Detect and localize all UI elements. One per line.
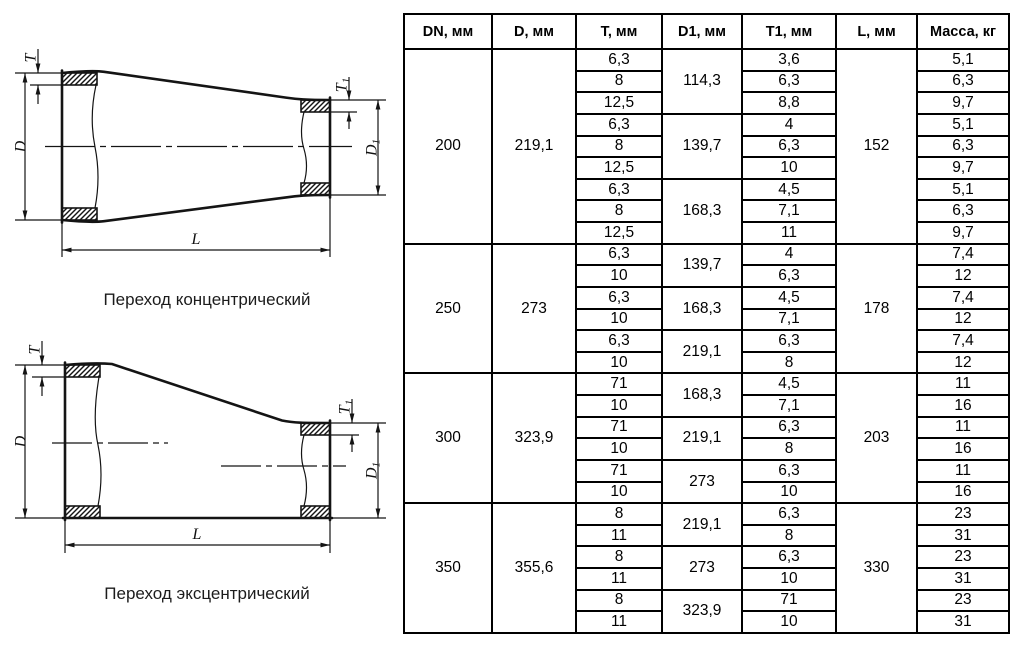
cell-t1: 4 <box>742 244 836 266</box>
cell-mass: 11 <box>917 460 1009 482</box>
cell-t1: 8,8 <box>742 92 836 114</box>
dimension-T1 <box>337 399 356 452</box>
cell-l: 330 <box>836 503 917 633</box>
dim-label-l: L <box>192 526 202 543</box>
cell-t1: 8 <box>742 352 836 374</box>
dimension-L <box>65 526 330 547</box>
wall-hatch <box>65 506 100 518</box>
cell-t: 71 <box>576 460 662 482</box>
cell-mass: 12 <box>917 309 1009 331</box>
cell-t: 6,3 <box>576 244 662 266</box>
dimension-D <box>13 365 30 518</box>
wall-hatch <box>62 73 97 85</box>
cell-t: 8 <box>576 200 662 222</box>
cell-mass: 31 <box>917 525 1009 547</box>
col-header-t1: T1, мм <box>742 14 836 49</box>
table-row <box>404 49 1009 71</box>
table-body <box>404 49 1009 633</box>
cell-t1: 4,5 <box>742 179 836 201</box>
cell-t1: 7,1 <box>742 395 836 417</box>
cell-dn: 200 <box>404 49 492 244</box>
cell-t: 10 <box>576 438 662 460</box>
cell-mass: 12 <box>917 352 1009 374</box>
cell-t: 11 <box>576 611 662 633</box>
cell-mass: 7,4 <box>917 244 1009 266</box>
col-header-dn: DN, мм <box>404 14 492 49</box>
table-row <box>404 503 1009 525</box>
cell-t: 12,5 <box>576 92 662 114</box>
wall-hatch <box>301 100 330 112</box>
cell-t: 6,3 <box>576 49 662 71</box>
cell-mass: 16 <box>917 438 1009 460</box>
cell-t1: 3,6 <box>742 49 836 71</box>
cell-d1: 168,3 <box>662 373 742 416</box>
cell-t: 10 <box>576 482 662 504</box>
cell-t1: 4,5 <box>742 287 836 309</box>
dim-label-t1: T1 <box>336 399 356 415</box>
cell-d1: 139,7 <box>662 244 742 287</box>
cell-d1: 139,7 <box>662 114 742 179</box>
cell-mass: 5,1 <box>917 114 1009 136</box>
cell-mass: 12 <box>917 265 1009 287</box>
dimension-D <box>13 73 30 220</box>
cell-t1: 6,3 <box>742 136 836 158</box>
cell-d: 323,9 <box>492 373 576 503</box>
cell-t1: 6,3 <box>742 503 836 525</box>
wall-hatch <box>301 506 330 518</box>
cell-mass: 11 <box>917 417 1009 439</box>
cell-mass: 31 <box>917 568 1009 590</box>
cell-t1: 7,1 <box>742 200 836 222</box>
cell-t: 71 <box>576 417 662 439</box>
cell-mass: 9,7 <box>917 222 1009 244</box>
col-header-t: T, мм <box>576 14 662 49</box>
table-header-row <box>404 14 1009 49</box>
cell-d: 273 <box>492 244 576 374</box>
col-header-l: L, мм <box>836 14 917 49</box>
table-row <box>404 373 1009 395</box>
cell-l: 178 <box>836 244 917 374</box>
dimension-D1 <box>364 423 383 518</box>
cell-t1: 71 <box>742 590 836 612</box>
cell-d1: 219,1 <box>662 503 742 546</box>
cell-t: 10 <box>576 352 662 374</box>
cell-dn: 300 <box>404 373 492 503</box>
cell-mass: 31 <box>917 611 1009 633</box>
cell-mass: 6,3 <box>917 200 1009 222</box>
cell-mass: 7,4 <box>917 287 1009 309</box>
cell-dn: 350 <box>404 503 492 633</box>
dimension-L <box>62 231 330 252</box>
cell-d1: 114,3 <box>662 49 742 114</box>
cell-t: 6,3 <box>576 114 662 136</box>
cell-t1: 8 <box>742 525 836 547</box>
cell-mass: 6,3 <box>917 136 1009 158</box>
cell-t1: 6,3 <box>742 460 836 482</box>
cell-d1: 219,1 <box>662 417 742 460</box>
col-header-d1: D1, мм <box>662 14 742 49</box>
eccentric-reducer-drawing <box>13 341 386 603</box>
cell-d: 219,1 <box>492 49 576 244</box>
cell-mass: 5,1 <box>917 49 1009 71</box>
cell-t: 71 <box>576 373 662 395</box>
col-header-mass: Масса, кг <box>917 14 1009 49</box>
cell-t: 11 <box>576 568 662 590</box>
cell-d1: 219,1 <box>662 330 742 373</box>
cell-t1: 6,3 <box>742 71 836 93</box>
cell-t1: 10 <box>742 568 836 590</box>
cell-t1: 6,3 <box>742 546 836 568</box>
wall-hatch <box>65 365 100 377</box>
cell-t1: 11 <box>742 222 836 244</box>
cell-mass: 23 <box>917 503 1009 525</box>
cell-t: 6,3 <box>576 179 662 201</box>
dim-label-t1: T1 <box>333 77 353 93</box>
wall-hatch <box>301 423 330 435</box>
cell-d1: 168,3 <box>662 287 742 330</box>
dim-label-d: D <box>12 140 30 153</box>
cell-mass: 7,4 <box>917 330 1009 352</box>
dim-label-d1: D1 <box>363 461 383 480</box>
dim-label-d1: D1 <box>363 138 383 157</box>
cell-t: 8 <box>576 503 662 525</box>
dim-label-t: T <box>22 53 40 63</box>
cell-d1: 323,9 <box>662 590 742 633</box>
cell-t: 10 <box>576 395 662 417</box>
concentric-caption: Переход концентрический <box>103 290 311 309</box>
cell-t: 6,3 <box>576 330 662 352</box>
cell-t1: 4,5 <box>742 373 836 395</box>
cell-mass: 9,7 <box>917 92 1009 114</box>
col-header-d: D, мм <box>492 14 576 49</box>
cell-d: 355,6 <box>492 503 576 633</box>
cell-t1: 6,3 <box>742 417 836 439</box>
cell-d1: 273 <box>662 546 742 589</box>
cell-t1: 10 <box>742 482 836 504</box>
cell-t: 8 <box>576 590 662 612</box>
cell-mass: 11 <box>917 373 1009 395</box>
cell-t: 6,3 <box>576 287 662 309</box>
wall-hatch <box>62 208 97 220</box>
cell-t1: 6,3 <box>742 265 836 287</box>
dim-label-t: T <box>26 345 44 355</box>
cell-d1: 273 <box>662 460 742 503</box>
cell-t: 8 <box>576 136 662 158</box>
cell-t: 8 <box>576 71 662 93</box>
cell-t: 10 <box>576 265 662 287</box>
cell-mass: 6,3 <box>917 71 1009 93</box>
dimension-T1 <box>334 77 353 129</box>
cell-t: 8 <box>576 546 662 568</box>
dim-label-l: L <box>191 231 201 248</box>
cell-mass: 5,1 <box>917 179 1009 201</box>
cell-mass: 16 <box>917 482 1009 504</box>
cell-mass: 23 <box>917 590 1009 612</box>
table-row <box>404 244 1009 266</box>
cell-t1: 10 <box>742 157 836 179</box>
cell-mass: 23 <box>917 546 1009 568</box>
cell-dn: 250 <box>404 244 492 374</box>
spec-table <box>403 13 1010 634</box>
cell-t1: 8 <box>742 438 836 460</box>
cell-t: 12,5 <box>576 222 662 244</box>
cell-t1: 4 <box>742 114 836 136</box>
concentric-reducer-drawing <box>13 49 386 309</box>
dimension-D1 <box>364 100 383 195</box>
wall-hatch <box>301 183 330 195</box>
reducer-drawings-panel <box>0 0 403 653</box>
cell-l: 203 <box>836 373 917 503</box>
eccentric-caption: Переход эксцентрический <box>104 584 310 603</box>
dim-label-d: D <box>12 435 30 448</box>
cell-mass: 16 <box>917 395 1009 417</box>
dimension-T <box>27 341 45 396</box>
cell-t1: 10 <box>742 611 836 633</box>
cell-t: 11 <box>576 525 662 547</box>
cell-t: 12,5 <box>576 157 662 179</box>
cell-l: 152 <box>836 49 917 244</box>
cell-mass: 9,7 <box>917 157 1009 179</box>
cell-t1: 7,1 <box>742 309 836 331</box>
cell-d1: 168,3 <box>662 179 742 244</box>
cell-t: 10 <box>576 309 662 331</box>
cell-t1: 6,3 <box>742 330 836 352</box>
